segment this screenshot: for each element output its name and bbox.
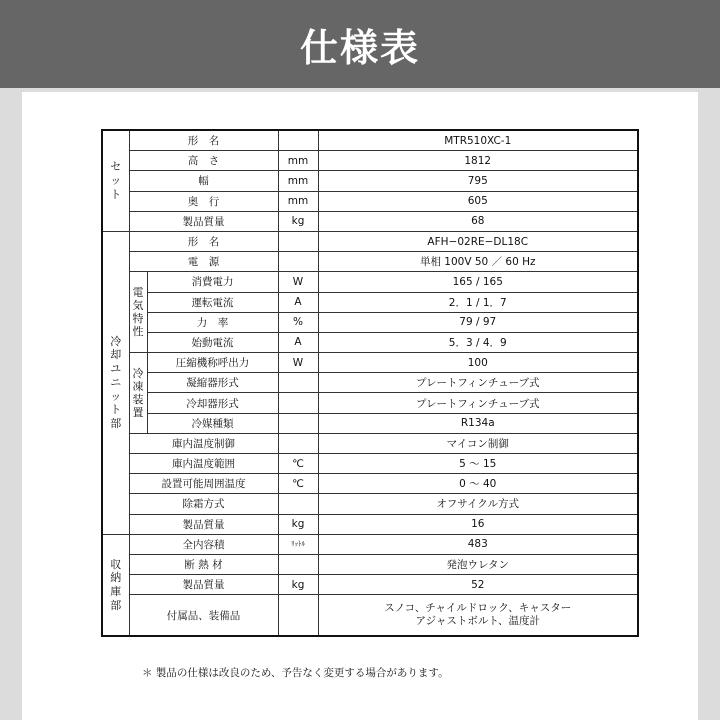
row-unit: ℃ <box>278 474 318 494</box>
footnote: ＊ 製品の仕様は改良のため、予告なく変更する場合があります。 <box>142 667 449 679</box>
row-label: 付属品、装備品 <box>129 595 278 637</box>
row-unit <box>278 554 318 574</box>
row-label: 設置可能周囲温度 <box>129 474 278 494</box>
row-unit: A <box>278 332 318 352</box>
group-label-electrical: 電 気 特 性 <box>129 272 147 353</box>
row-unit <box>278 494 318 514</box>
row-value: AFH−02RE−DL18C <box>318 231 638 251</box>
row-value: 単相 100V 50 ／ 60 Hz <box>318 252 638 272</box>
row-value: 5．3 / 4．9 <box>318 332 638 352</box>
table-row <box>102 413 638 433</box>
row-unit: W <box>278 353 318 373</box>
row-value: 605 <box>318 191 638 211</box>
table-row <box>102 312 638 332</box>
header-bar <box>0 0 720 88</box>
row-unit: kg <box>278 575 318 595</box>
row-label: 製品質量 <box>129 575 278 595</box>
row-label: 断 熱 材 <box>129 554 278 574</box>
row-value: MTR510XC-1 <box>318 130 638 151</box>
row-unit <box>278 433 318 453</box>
table-row <box>102 272 638 292</box>
table-row <box>102 454 638 474</box>
row-label: 冷却器形式 <box>147 393 278 413</box>
row-unit: ﾘｯﾄﾙ <box>278 534 318 554</box>
row-label: 形 名 <box>129 231 278 251</box>
row-label: 高 さ <box>129 151 278 171</box>
row-label: 奥 行 <box>129 191 278 211</box>
row-unit: % <box>278 312 318 332</box>
table-row <box>102 494 638 514</box>
table-row <box>102 292 638 312</box>
row-value: オフサイクル方式 <box>318 494 638 514</box>
row-value: 2．1 / 1．7 <box>318 292 638 312</box>
row-unit: A <box>278 292 318 312</box>
row-label: 幅 <box>129 171 278 191</box>
row-label: 圧縮機称呼出力 <box>147 353 278 373</box>
row-value: 1812 <box>318 151 638 171</box>
table-row <box>102 554 638 574</box>
table-row <box>102 433 638 453</box>
table-row <box>102 211 638 231</box>
row-unit <box>278 393 318 413</box>
table-row <box>102 575 638 595</box>
row-unit: kg <box>278 514 318 534</box>
table-row <box>102 151 638 171</box>
row-label: 製品質量 <box>129 211 278 231</box>
row-unit: W <box>278 272 318 292</box>
table-row <box>102 252 638 272</box>
group-label-set: セ ッ ト <box>102 130 129 231</box>
row-value: 79 / 97 <box>318 312 638 332</box>
row-value: 795 <box>318 171 638 191</box>
row-label: 力 率 <box>147 312 278 332</box>
row-value: 0 ～ 40 <box>318 474 638 494</box>
row-label: 始動電流 <box>147 332 278 352</box>
table-row <box>102 130 638 151</box>
table-row <box>102 474 638 494</box>
spec-table <box>101 129 639 637</box>
table-row <box>102 393 638 413</box>
row-label: 形 名 <box>129 130 278 151</box>
row-value: マイコン制御 <box>318 433 638 453</box>
row-label: 凝縮器形式 <box>147 373 278 393</box>
row-label: 電 源 <box>129 252 278 272</box>
row-unit <box>278 595 318 637</box>
row-value: スノコ、チャイルドロック、キャスター アジャストボルト、温度計 <box>318 595 638 637</box>
row-value: 68 <box>318 211 638 231</box>
row-label: 庫内温度制御 <box>129 433 278 453</box>
table-row <box>102 332 638 352</box>
row-unit: mm <box>278 171 318 191</box>
row-value: R134a <box>318 413 638 433</box>
table-row <box>102 171 638 191</box>
row-label: 除霜方式 <box>129 494 278 514</box>
row-value: 52 <box>318 575 638 595</box>
page-title: 仕様表 <box>299 25 420 70</box>
row-unit <box>278 130 318 151</box>
spec-panel <box>22 92 698 720</box>
row-unit <box>278 413 318 433</box>
table-row <box>102 353 638 373</box>
row-value: プレートフィンチューブ式 <box>318 393 638 413</box>
group-label-storage: 収 納 庫 部 <box>102 534 129 636</box>
row-unit <box>278 252 318 272</box>
row-label: 消費電力 <box>147 272 278 292</box>
row-value: 5 ～ 15 <box>318 454 638 474</box>
table-row <box>102 534 638 554</box>
row-value: 16 <box>318 514 638 534</box>
row-label: 製品質量 <box>129 514 278 534</box>
row-value: 165 / 165 <box>318 272 638 292</box>
table-row <box>102 231 638 251</box>
row-value: 発泡ウレタン <box>318 554 638 574</box>
row-label: 運転電流 <box>147 292 278 312</box>
row-unit <box>278 373 318 393</box>
row-unit <box>278 231 318 251</box>
row-unit: mm <box>278 151 318 171</box>
table-row <box>102 595 638 637</box>
row-value: 100 <box>318 353 638 373</box>
table-row <box>102 514 638 534</box>
table-row <box>102 373 638 393</box>
row-label: 冷媒種類 <box>147 413 278 433</box>
row-value: 483 <box>318 534 638 554</box>
row-unit: ℃ <box>278 454 318 474</box>
group-label-refrigeration: 冷 凍 装 置 <box>129 353 147 434</box>
group-label-cooling: 冷 却 ユ ニ ッ ト 部 <box>102 231 129 534</box>
row-label: 庫内温度範囲 <box>129 454 278 474</box>
row-unit: mm <box>278 191 318 211</box>
row-unit: kg <box>278 211 318 231</box>
row-value: プレートフィンチューブ式 <box>318 373 638 393</box>
table-row <box>102 191 638 211</box>
row-label: 全内容積 <box>129 534 278 554</box>
